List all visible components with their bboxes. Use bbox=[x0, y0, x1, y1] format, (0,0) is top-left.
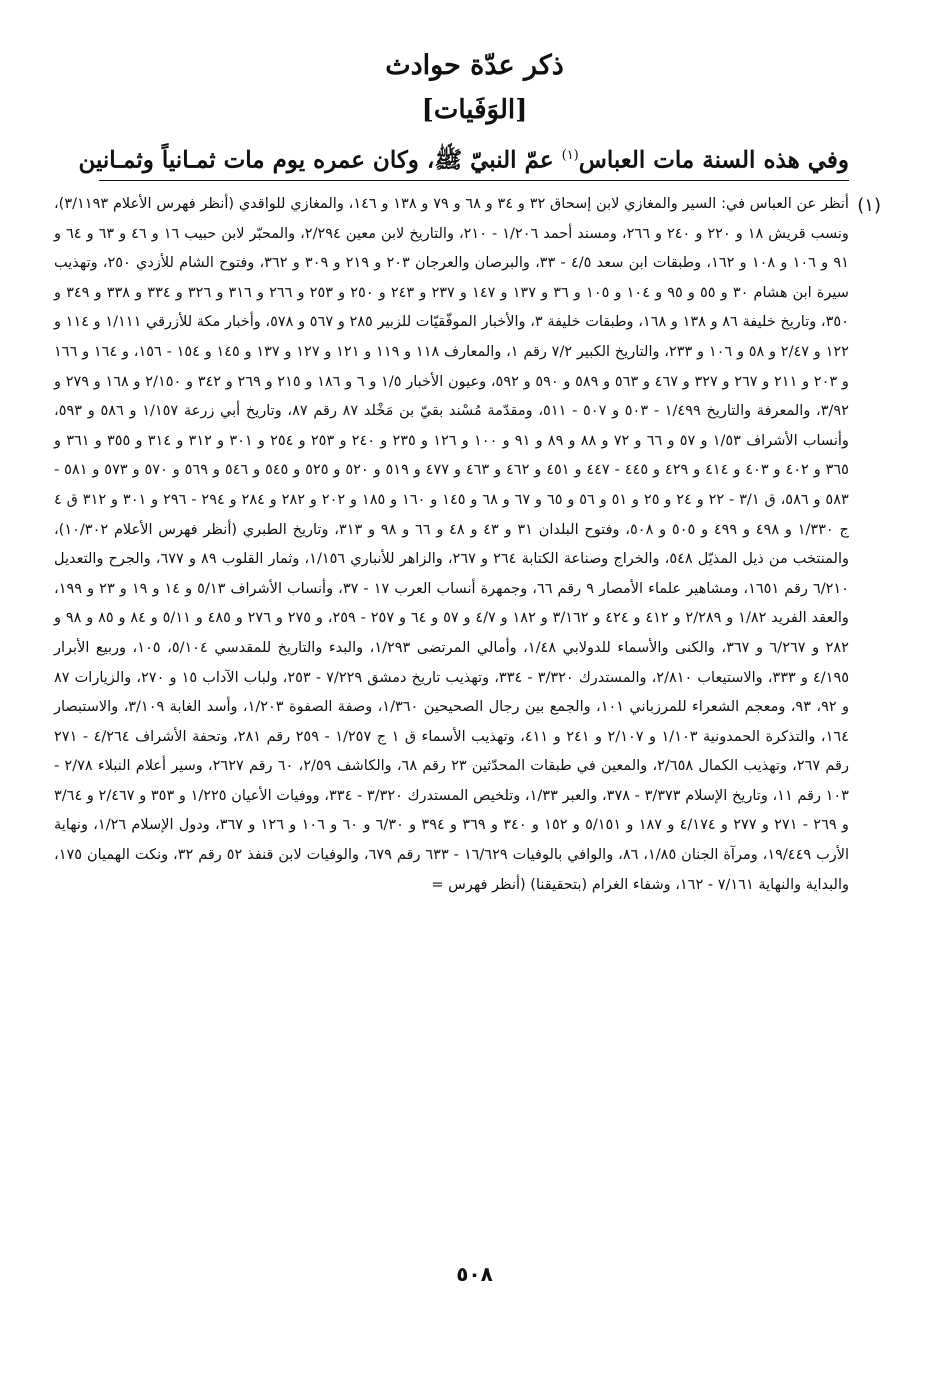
main-text-start: وفي هذه السنة مات العباس bbox=[578, 146, 849, 174]
footnote-text: أنظر عن العباس في: السير والمغازي لابن إسحاق ٣٢ و ٣٤ و ٦٨ و ٧٩ و ١٣٨ و ١٤٦، والمغازي للواقدي (أنظر فهرس الأعلام ٣/١١٩٣)، ونسب قريش ١٨ و ٢٢٠ و ٢٤٠ و ٢٦٦، ومسند أحمد ١/٢٠٦ - ٢١٠، والتاريخ لابن معين ٢/٢٩٤، والمحبّر لابن حبيب ١٦ و ٤٦ و ٦٣ و ٦٤ و ٩١ و ١٠٦ و ١٠٨ و ١٦٢، وطبقات ابن سعد ٤/٥ - ٣٣، والبرصان والعرجان ٢٠٣ و ٢١٩ و ٣٠٩ و ٣٦٢، وفتوح الشام للأزدي ٢٥٠، وتهذيب سيرة ابن هشام ٣٠ و ٥٥ و ٩٥ و ١٠٤ و ١٠٥ و ٣٦ و ١٣٧ و ١٤٧ و ٢٣٧ و ٢٤٣ و ٢٥٠ و ٢٥٣ و ٢٦٦ و ٣١٦ و ٣٢٦ و ٣٣٤ و ٣٣٨ و ٣٤٩ و ٣٥٠، وتاريخ خليفة ٨٦ و ١٣٨ و ١٦٨، وطبقات خليفة ٣، والأخبار الموفّقيّات للزبير ٢٨٥ و ٥٦٧ و ٥٧٨، وأخبار مكة للأزرقي ١/١١١ و ١١٤ و ١٢٢ و ٢/٤٧ و ٥٨ و ١٠٦ و ٢٣٣، والتاريخ الكبير ٧/٢ رقم ١، والمعارف ١١٨ و ١١٩ و ١٢١ و ١٢٧ و ١٣٧ و ١٤٥ و ١٥٤ - ١٥٦، و ١٦٤ و ١٦٦ و ٢٠٣ و ٢١١ و ٢٦٧ و ٣٢٧ و ٤٦٧ و ٥٦٣ و ٥٨٩ و ٥٩٠ و ٥٩٢، وعيون الأخبار ١/٥ و ٦ و ١٨٦ و ٢١٥ و ٢٦٩ و ٣٤٢ و ٢/١٥٠ و ١٦٨ و ٢٧٩ و ٣/٩٢، والمعرفة والتاريخ ١/٤٩٩ - ٥٠٣ و ٥٠٧ - ٥١١، ومقدّمة مُسْند بقيّ بن مَخْلد ٨٧ رقم ٨٧، وتاريخ أبي زرعة ١/١٥٧ و ٥٨٦ و ٥٩٣، وأنساب الأشراف ١/٥٣ و ٥٧ و ٦٦ و ٧٢ و ٨٨ و ٨٩ و ٩١ و ١٠٠ و ١٢٦ و ٢٣٥ و ٢٤٠ و ٢٥٣ و ٢٥٤ و ٣٠١ و ٣١٢ و ٣١٤ و ٣٥٥ و ٣٦١ و ٣٦٥ و ٤٠٢ و ٤٠٣ و ٤١٤ و ٤٢٩ و ٤٤٥ - ٤٤٧ و ٤٥١ و ٤٦٢ و ٤٦٣ و ٤٧٧ و ٥١٩ و ٥٢٠ و ٥٢٥ و ٥٤٥ و ٥٤٦ و ٥٦٩ و ٥٧٠ و ٥٧٣ و ٥٨١ - ٥٨٣ و ٥٨٦، ق ٣/١ - ٢٢ و ٢٤ و ٢٥ و ٥١ و ٥٦ و ٦٥ و ٦٧ و ٦٨ و ١٤٥ و ١٦٠ و ١٨٥ و ٢٠٢ و ٢٨٢ و ٢٨٤ و ٢٩٤ - ٢٩٦ و ٣٠١ و ٣١٢ ق ٤ ج ١/٣٣٠ و ٤٩٨ و ٤٩٩ و ٥٠٥ و ٥٠٨، وفتوح البلدان ٣١ و ٤٣ و ٤٨ و ٦٦ و ٩٨ و ٣١٣، وتاريخ الطبري (أنظر فهرس الأعلام ١٠/٣٠٢)، والمنتخب من ذيل المذيّل ٥٤٨، والخراج وصناعة الكتابة ٢٦٤ و ٢٦٧، والزاهر للأنباري ١/١٥٦، وثمار القلوب ٨٩ و ٦٧٧، والجرح والتعديل ٦/٢١٠ رقم ١٦٥١، ومشاهير علماء الأمصار ٩ رقم ٦٦، وجمهرة أنساب العرب ١٧ - ٣٧، وأنساب الأشراف ٥/١٣ و ١٤ و ١٩ و ٢٣ و ١٩٩، والعقد الفريد ١/٨٢ و ٢/٢٨٩ و ٤١٢ و ٤٢٤ و ٣/١٦٢ و ١٨٢ و ٤/٧ و ٥٧ و ٦٤ و ٢٥٧ - ٢٥٩، و ٢٧٥ و ٢٧٦ و ٤٨٥ و ٥/١١ و ٨٤ و ٨٥ و ٩٨ و ٢٨٢ و ٦/٢٦٧ و ٣٦٧، والكنى والأسماء للدولابي ١/٤٨، وأمالي المرتضى ١/٢٩٣، والبدء والتاريخ للمقدسي ٥/١٠٤، ١٠٥، وربيع الأبرار ٤/١٩٥ و ٣٣٣، والاستيعاب ٢/٨١٠، والمستدرك ٣/٣٢٠ - ٣٣٤، وتهذيب تاريخ دمشق ٧/٢٢٩ - ٢٥٣، ولباب الآداب ١٥ و ٢٧٠، والزيارات ٨٧ و ٩٢، ٩٣، ومعجم الشعراء للمرزباني ١٠١، والجمع بين رجال الصحيحين ١/٣٦٠، وصفة الصفوة ١/٢٠٣، وأسد الغابة ٣/١٠٩، والاستبصار ١٦٤، والتذكرة الحمدونية ١/١٠٣ و ٢/١٠٧ و ٢٤١ و ٤١١، وتهذيب الأسماء ق ١ ج ١/٢٥٧ - ٢٥٩ رقم ٢٨١، وتحفة الأشراف ٤/٢٦٤ - ٢٧١ رقم ٢٦٧، وتهذيب الكمال ٢/٦٥٨، والمعين في طبقات المحدّثين ٢٣ رقم ٦٨، والكاشف ٢/٥٩، ٦٠ رقم ٢٦٢٧، وسير أعلام النبلاء ٢/٧٨ - ١٠٣ رقم ١١، وتاريخ الإسلام ٣/٣٧٣ - ٣٧٨، والعبر ١/٣٣، وتلخيص المستدرك ٣/٣٢٠ - ٣٣٤، ووفيات الأعيان ١/٢٢٥ و ٣٥٣ و ٢/٤٦٧ و ٣/٦٤ و ٢٦٩ - ٢٧١ و ٢٧٧ و ٤/١٧٤ و ١٨٧ و ٥/١٥١ و ١٥٢ و ٣٤٠ و ٣٦٩ و ٣٩٤ و ٦/٣٠ و ٦٠ و ١٠٦ و ١٢٦ و ٣٦٧، ودول الإسلام ١/٢٦، ونهاية الأرب ١٩/٤٤٩، ومرآة الجنان ١/٨٥، ٨٦، والوافي بالوفيات ١٦/٦٢٩ - ٦٣٣ رقم ٦٧٩، والوفيات لابن قنفذ ٥٢ رقم ٣٢، ونكت الهميان ١٧٥، والبداية والنهاية ٧/١٦١ - ١٦٢، وشفاء الغرام (بتحقيقنا) (أنظر فهرس = bbox=[54, 196, 850, 893]
main-text-rest: عمّ النبيّ ﷺ، وكان عمره يوم مات ثمـانياً وثمـانين bbox=[78, 146, 562, 174]
section-subtitle: [الوَفَيات] bbox=[421, 95, 528, 125]
footnote-divider bbox=[99, 180, 849, 181]
page-number: ٥٠٨ bbox=[456, 1262, 493, 1286]
footnote-reference: (١) bbox=[561, 148, 579, 163]
main-text-line bbox=[78, 134, 849, 183]
footnote-marker: (١) bbox=[857, 195, 881, 216]
section-title: ذكر عدّة حوادث bbox=[385, 50, 564, 81]
